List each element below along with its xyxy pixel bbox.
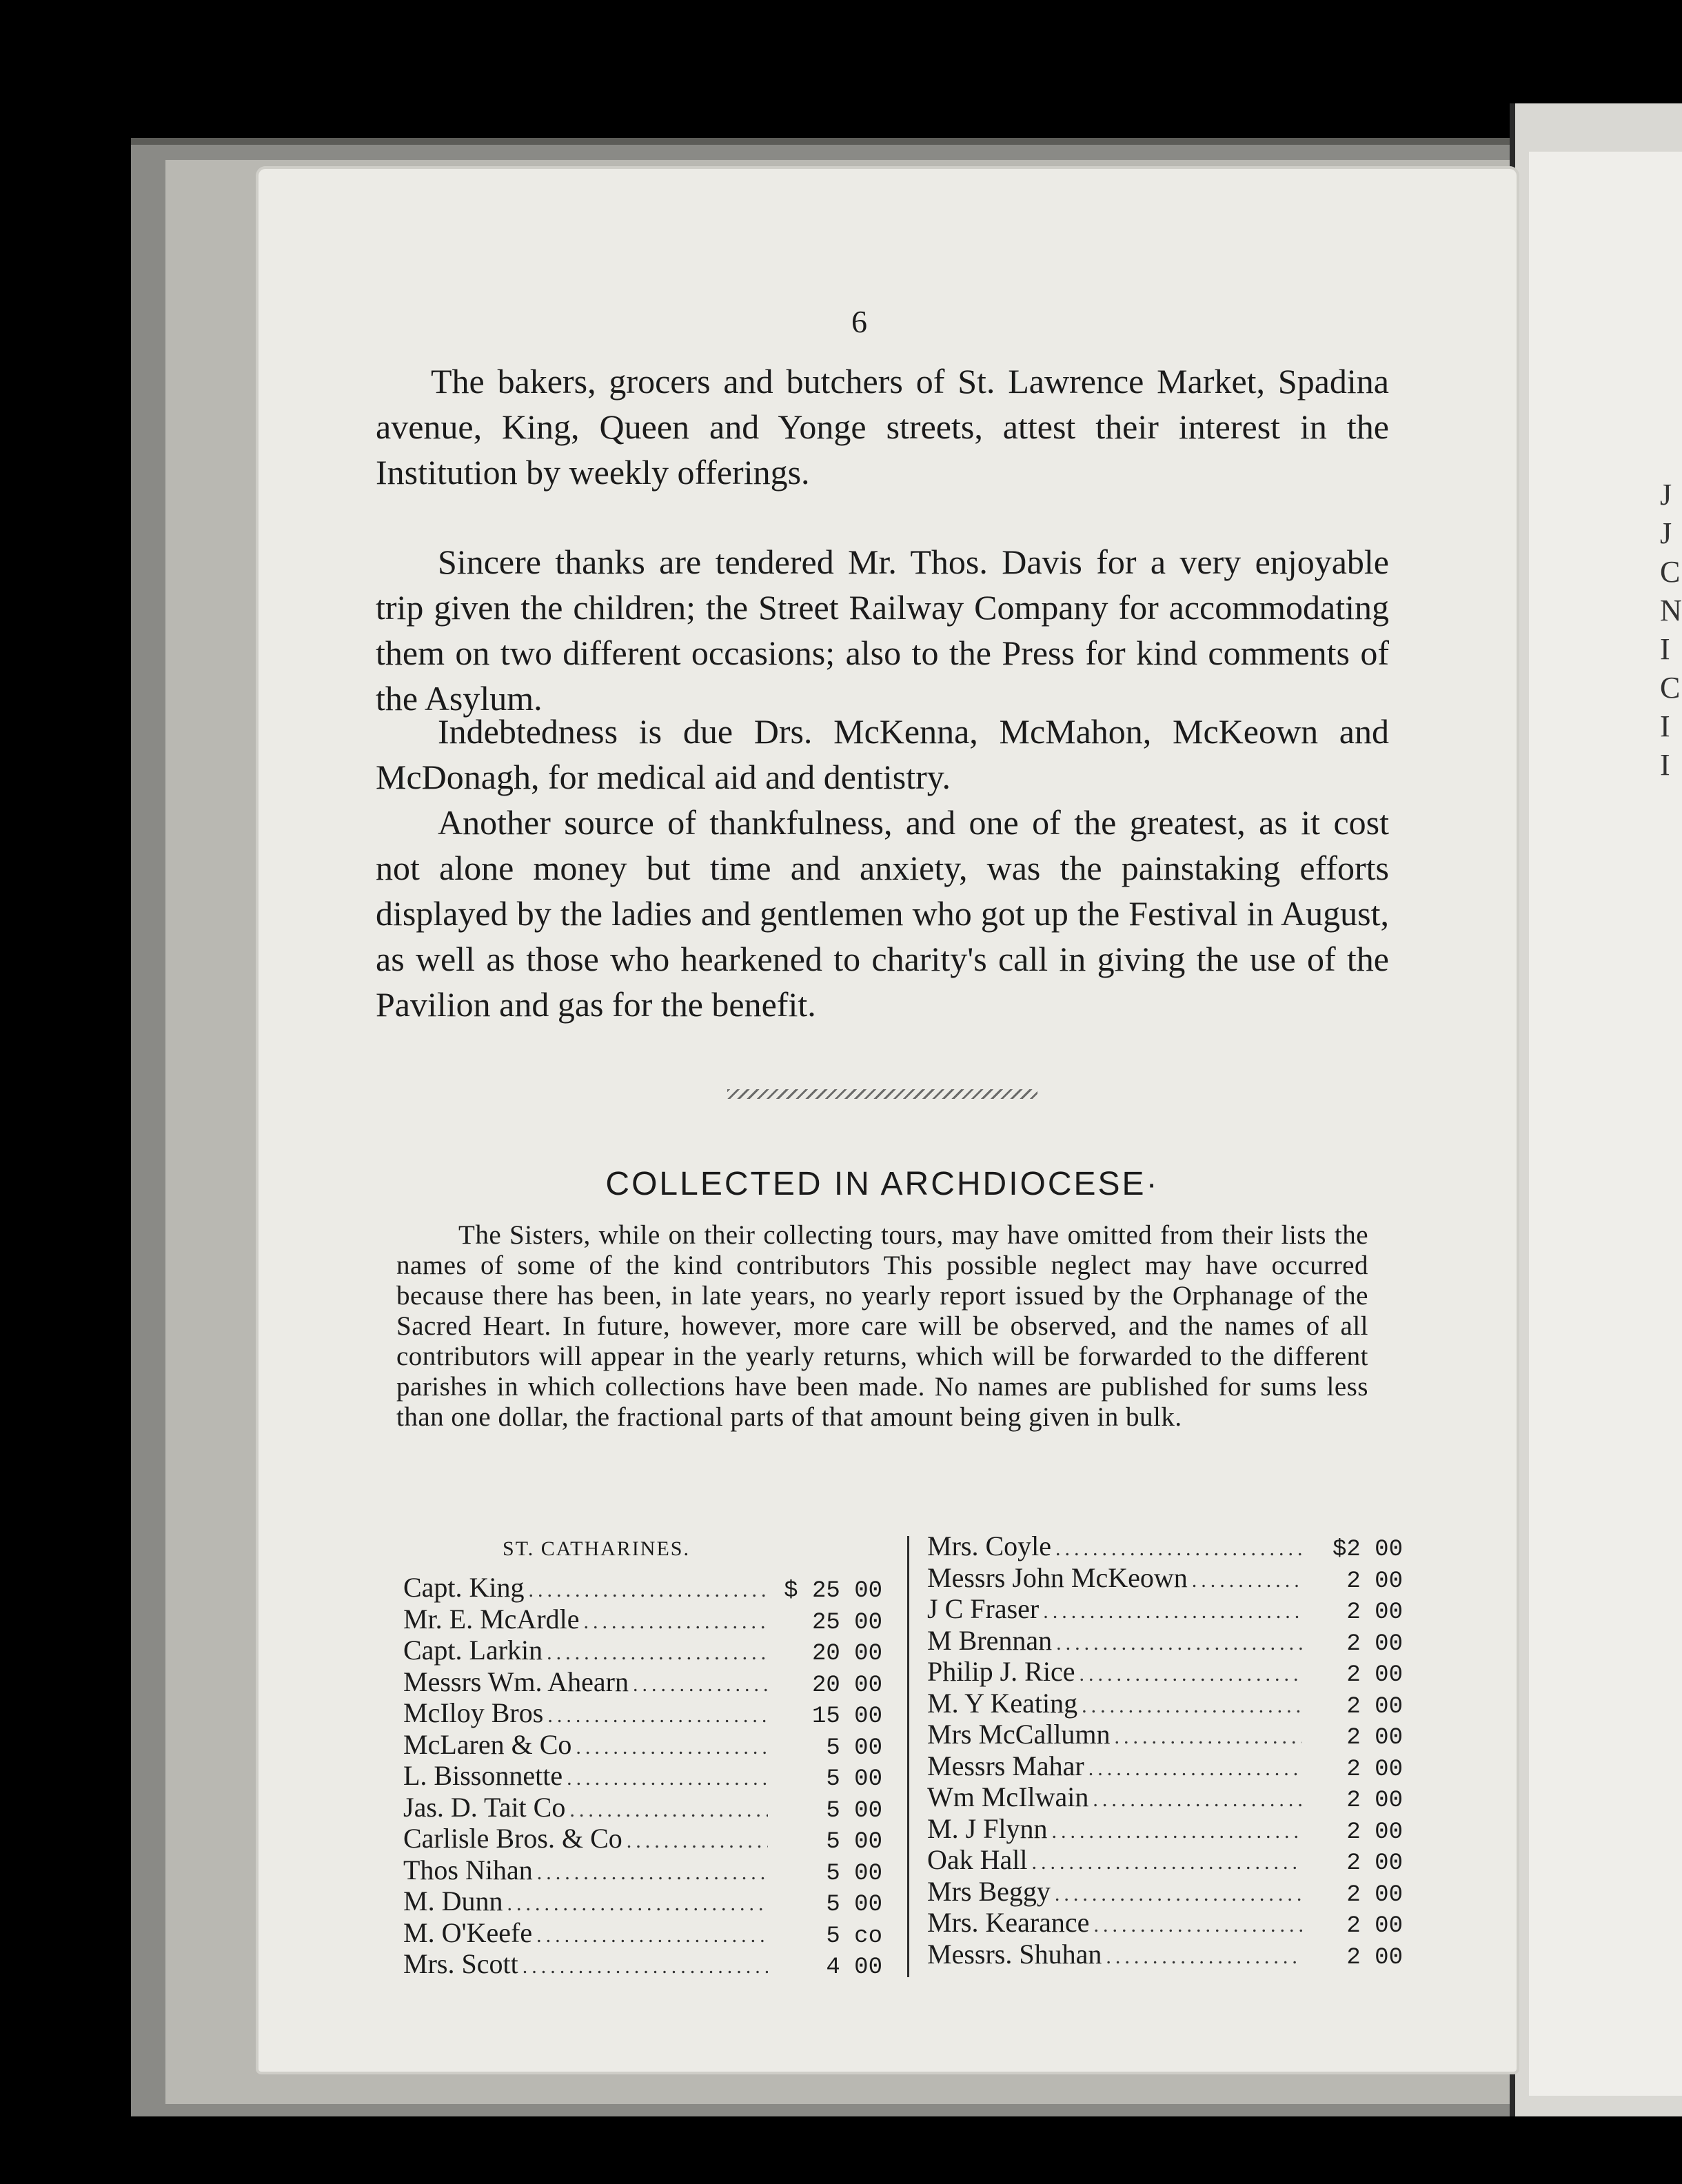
contribution-amount: 15 00	[811, 1703, 882, 1730]
contributor-name: Mrs. Coyle	[927, 1530, 1051, 1561]
contribution-amount: 2 00	[1346, 1693, 1403, 1720]
contributor-row	[927, 1530, 1403, 1562]
contribution-amount: 20 00	[811, 1672, 882, 1699]
contributors-left-column	[403, 1530, 882, 1980]
contributor-name: M. J Flynn	[927, 1812, 1048, 1844]
ornamental-divider	[727, 1089, 1037, 1099]
contributor-name: Capt. Larkin	[403, 1635, 543, 1666]
leader-dots	[547, 1637, 768, 1669]
paragraph-indebtedness: Indebtedness is due Drs. McKenna, McMahon, McKeown and McDonagh, for medical aid and dentistry.	[376, 712, 1389, 796]
contributor-row	[927, 1813, 1403, 1845]
contributor-name: J C Fraser	[927, 1593, 1040, 1624]
contributor-row	[927, 1593, 1403, 1625]
contribution-amount: 2 00	[1346, 1913, 1403, 1939]
contributor-row	[927, 1656, 1403, 1688]
page-number: 6	[851, 304, 867, 339]
section-intro: The Sisters, while on their collecting tours, may have omitted from their lists the names of some of the kind contributors This possible neglect may have occurred because there has been, in late years, no yearly report issued by the Orphanage of the Sacred Heart. In future, however, more care will be observed, and the names of all contributors will appear in the yearly returns, which will be forwarded to the different parishes in which collections have been made. No names are published for sums less than one dollar, the fractional parts of that amount being given in bulk.	[396, 1220, 1368, 1432]
contribution-amount: 5 00	[826, 1735, 882, 1761]
contributor-name: Mr. E. McArdle	[403, 1603, 580, 1635]
column-divider	[907, 1536, 909, 1977]
contributor-row	[403, 1760, 882, 1792]
contributor-row	[403, 1885, 882, 1917]
contributor-name: Oak Hall	[927, 1844, 1028, 1875]
contributor-row	[403, 1604, 882, 1635]
contributor-row	[927, 1939, 1403, 1970]
facing-page-edge	[1529, 152, 1682, 2096]
leader-dots	[576, 1732, 768, 1763]
leader-dots	[1115, 1721, 1302, 1753]
contribution-amount: 2 00	[1346, 1725, 1403, 1751]
contributor-name: Messrs. Shuhan	[927, 1938, 1102, 1970]
contributor-name: M. O'Keefe	[403, 1917, 533, 1948]
contribution-amount: 5 00	[826, 1797, 882, 1824]
contribution-amount: 2 00	[1346, 1599, 1403, 1626]
contributor-row	[403, 1792, 882, 1823]
leader-dots	[1043, 1596, 1302, 1628]
leader-dots	[1032, 1847, 1302, 1879]
contributor-row	[927, 1907, 1403, 1939]
leader-dots	[1056, 1628, 1302, 1659]
leader-dots	[569, 1794, 768, 1826]
leader-dots	[567, 1763, 768, 1794]
contributors-right-column	[927, 1530, 1403, 1970]
contribution-amount: 20 00	[811, 1641, 882, 1667]
contributor-row	[403, 1917, 882, 1949]
contribution-amount: 5 00	[826, 1829, 882, 1855]
contributor-row	[927, 1844, 1403, 1876]
contributor-row	[403, 1572, 882, 1604]
contribution-amount: 2 00	[1346, 1630, 1403, 1657]
contributor-row	[927, 1781, 1403, 1813]
contributor-row	[403, 1635, 882, 1666]
contributor-name: Mrs. Kearance	[927, 1907, 1090, 1938]
parish-heading: ST. CATHARINES.	[503, 1537, 690, 1560]
leader-dots	[529, 1575, 768, 1606]
leader-dots	[1082, 1690, 1302, 1722]
contributor-row	[403, 1948, 882, 1980]
contributor-name: McIloy Bros	[403, 1697, 544, 1728]
contributor-row	[927, 1625, 1403, 1657]
contribution-amount: 2 00	[1346, 1756, 1403, 1783]
contributor-name: Messrs Wm. Ahearn	[403, 1666, 629, 1697]
leader-dots	[523, 1951, 768, 1983]
contribution-amount: 2 00	[1346, 1662, 1403, 1688]
contributor-row	[927, 1719, 1403, 1750]
contribution-amount: 2 00	[1346, 1881, 1403, 1908]
contribution-amount: $2 00	[1332, 1537, 1403, 1563]
contribution-amount: 5 co	[826, 1923, 882, 1950]
leader-dots	[1106, 1941, 1302, 1973]
contribution-amount: 2 00	[1346, 1819, 1403, 1846]
contributor-row	[927, 1750, 1403, 1782]
contributor-name: Capt. King	[403, 1572, 525, 1603]
contribution-amount: 5 00	[826, 1766, 882, 1792]
contributor-name: M. Dunn	[403, 1885, 503, 1917]
contributor-name: L. Bissonnette	[403, 1760, 563, 1791]
leader-dots	[507, 1888, 768, 1920]
contribution-amount: 25 00	[811, 1609, 882, 1636]
leader-dots	[1052, 1816, 1303, 1848]
contributor-row	[403, 1729, 882, 1761]
contributor-row	[403, 1823, 882, 1854]
leader-dots	[1093, 1784, 1302, 1816]
paragraph-thanks: Sincere thanks are tendered Mr. Thos. Davis for a very enjoyable trip given the children; the Street Railway Company for accommodating them on two different occasions; also to the Press for kind comments of the Asylum.	[376, 543, 1389, 718]
contribution-amount: 4 00	[826, 1954, 882, 1981]
leader-dots	[537, 1857, 768, 1889]
section-title: COLLECTED IN ARCHDIOCESE·	[605, 1166, 1159, 1202]
contribution-amount: 2 00	[1346, 1944, 1403, 1971]
facing-page-text: J J C N I C I I	[1660, 478, 1682, 782]
leader-dots	[633, 1669, 768, 1701]
contributor-name: McLaren & Co	[403, 1728, 572, 1760]
leader-dots	[1192, 1565, 1302, 1597]
contribution-amount: 2 00	[1346, 1568, 1403, 1595]
contributor-row	[403, 1854, 882, 1886]
leader-dots	[1093, 1910, 1302, 1941]
contributor-name: Mrs McCallumn	[927, 1719, 1111, 1750]
paragraph-festival: Another source of thankfulness, and one of the greatest, as it cost not alone money but time and anxiety, was the painstaking efforts displayed by the ladies and gentlemen who got up the Festival in August, as well as those who hearkened to charity's call in giving the use of the Pavilion and gas for the benefit.	[376, 803, 1389, 1024]
leader-dots	[1079, 1659, 1302, 1690]
contributor-row	[927, 1876, 1403, 1908]
contribution-amount: 5 00	[826, 1860, 882, 1887]
contributor-name: Philip J. Rice	[927, 1656, 1075, 1687]
contributor-name: Messrs John McKeown	[927, 1561, 1188, 1593]
leader-dots	[627, 1826, 768, 1857]
contributor-name: Messrs Mahar	[927, 1750, 1084, 1781]
contributor-name: M Brennan	[927, 1624, 1053, 1656]
contributor-name: Mrs. Scott	[403, 1948, 518, 1979]
paragraph-market: The bakers, grocers and butchers of St. Lawrence Market, Spadina avenue, King, Queen and Yonge streets, attest their interest in the Institution by weekly offerings.	[376, 362, 1389, 492]
contributor-name: Mrs Beggy	[927, 1875, 1051, 1907]
contributor-name: Jas. D. Tait Co	[403, 1791, 566, 1823]
contributor-row	[927, 1562, 1403, 1594]
leader-dots	[547, 1700, 768, 1732]
leader-dots	[1055, 1879, 1302, 1910]
contributor-name: Carlisle Bros. & Co	[403, 1823, 622, 1854]
contribution-amount: 2 00	[1346, 1850, 1403, 1877]
contributor-row	[403, 1666, 882, 1698]
leader-dots	[536, 1920, 768, 1952]
contributor-name: Thos Nihan	[403, 1854, 533, 1885]
contributor-row	[927, 1688, 1403, 1719]
contributor-name: M. Y Keating	[927, 1687, 1078, 1719]
contributor-row	[403, 1697, 882, 1729]
leader-dots	[1055, 1533, 1302, 1565]
contribution-amount: 5 00	[826, 1892, 882, 1918]
leader-dots	[584, 1606, 768, 1638]
contribution-amount: $ 25 00	[784, 1578, 882, 1604]
contribution-amount: 2 00	[1346, 1788, 1403, 1814]
contributor-name: Wm McIlwain	[927, 1781, 1089, 1812]
leader-dots	[1088, 1753, 1302, 1785]
